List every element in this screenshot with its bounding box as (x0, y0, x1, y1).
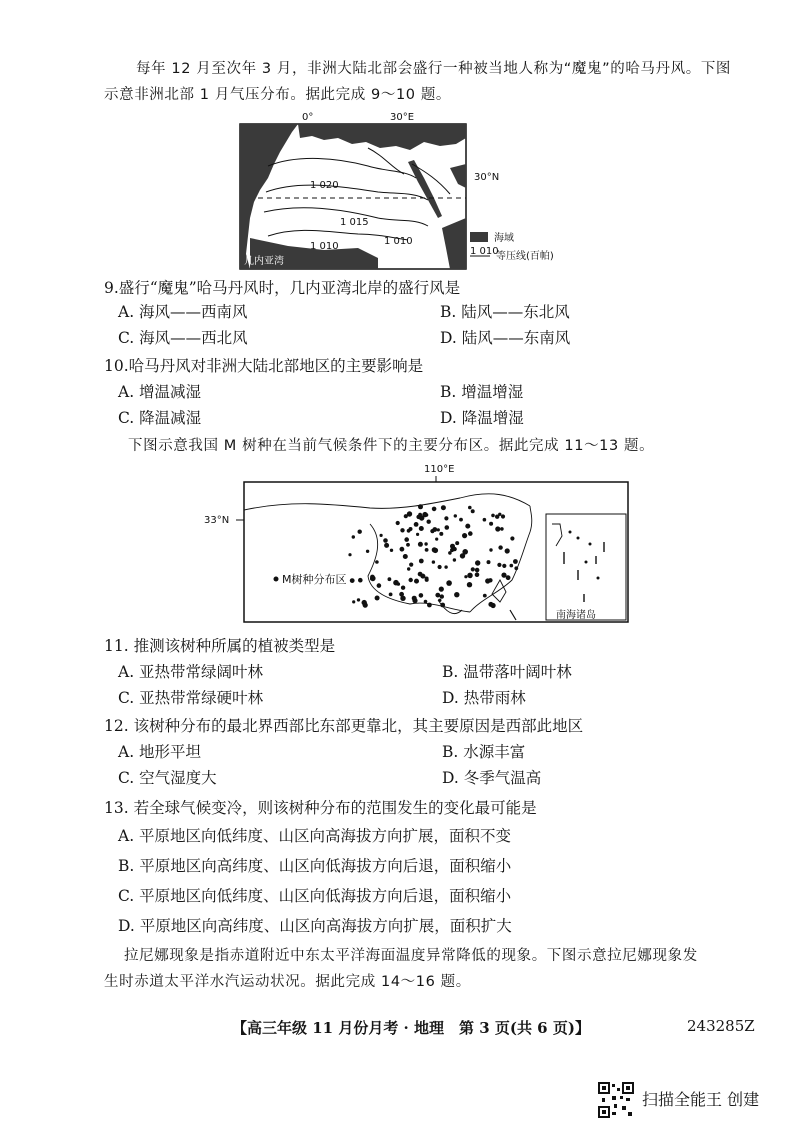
distribution-dot (400, 547, 405, 552)
q10-option-c: C. 降温减湿 (118, 409, 202, 427)
distribution-dot (441, 505, 446, 510)
qr-code-icon (598, 1082, 634, 1118)
distribution-dot (375, 560, 379, 564)
distribution-dot (389, 593, 393, 597)
distribution-dot (455, 541, 459, 545)
distribution-dot (495, 526, 500, 531)
distribution-dot (439, 587, 444, 592)
distribution-dot (403, 554, 408, 559)
distribution-dot (446, 580, 452, 586)
distribution-dot (348, 553, 351, 556)
distribution-dot (487, 560, 491, 564)
distribution-dot (401, 586, 405, 590)
distribution-dot (400, 528, 404, 532)
distribution-dot (461, 553, 464, 556)
q11-option-d: D. 热带雨林 (442, 689, 526, 707)
distribution-dot (393, 580, 399, 586)
distribution-dot (418, 513, 422, 517)
q12-option-a: A. 地形平坦 (118, 743, 202, 761)
legend-iso-val: 1 010 (470, 246, 499, 257)
distribution-dot (427, 520, 431, 524)
legend-dot (274, 577, 279, 582)
distribution-dot (491, 514, 495, 518)
distribution-dot (488, 602, 493, 607)
distribution-dot (454, 592, 459, 597)
distribution-dot (352, 600, 355, 603)
q12-option-c: C. 空气湿度大 (118, 769, 217, 787)
north-africa-pressure-map (228, 108, 588, 272)
q12-option-b: B. 水源丰富 (442, 743, 526, 761)
intro3-line1: 拉尼娜现象是指赤道附近中东太平洋海面温度异常降低的现象。下图示意拉尼娜现象发 (124, 948, 698, 964)
distribution-dot (462, 533, 467, 538)
distribution-dot (388, 577, 392, 581)
distribution-dot (425, 577, 429, 581)
distribution-dot (407, 567, 410, 570)
q10-stem: 10.哈马丹风对非洲大陆北部地区的主要影响是 (104, 357, 424, 375)
distribution-dot (495, 515, 499, 519)
intro2: 下图示意我国 M 树种在当前气候条件下的主要分布区。据此完成 11～13 题。 (128, 438, 655, 454)
distribution-dot (505, 548, 510, 553)
q9-option-a: A. 海风——西南风 (118, 303, 248, 321)
distribution-dot (433, 548, 438, 553)
distribution-dot (438, 599, 441, 602)
distribution-dot (459, 518, 463, 522)
distribution-dot (435, 593, 440, 598)
distribution-dot (501, 573, 506, 578)
distribution-dot (409, 563, 413, 567)
distribution-dot (418, 504, 423, 509)
distribution-dot (362, 600, 367, 605)
distribution-dot (407, 529, 411, 533)
distribution-dot (404, 537, 409, 542)
lon-0-label: 0° (302, 112, 314, 123)
distribution-dot (366, 550, 369, 553)
q13-stem: 13. 若全球气候变冷，则该树种分布的范围发生的变化最可能是 (104, 799, 537, 817)
distribution-dot (427, 603, 432, 608)
distribution-dot (425, 548, 429, 552)
distribution-dot (464, 575, 467, 578)
legend-label: M树种分布区 (282, 573, 347, 586)
distribution-dot (357, 598, 360, 601)
distribution-dot (468, 531, 473, 536)
distribution-dot (418, 542, 423, 547)
distribution-dot (383, 538, 388, 543)
distribution-dot (440, 603, 445, 608)
distribution-dot (467, 582, 472, 587)
distribution-dot (432, 507, 437, 512)
distribution-dot (419, 526, 424, 531)
q12-option-d: D. 冬季气温高 (442, 769, 542, 787)
lat-33n-label: 33°N (204, 515, 230, 526)
distribution-dot (452, 547, 456, 551)
distribution-dot (513, 559, 518, 564)
distribution-dot (430, 529, 434, 533)
distribution-dot (498, 545, 502, 549)
distribution-dot (358, 530, 362, 534)
q11-stem: 11. 推测该树种所属的植被类型是 (104, 637, 336, 655)
distribution-dot (485, 578, 490, 583)
distribution-dot (380, 534, 383, 537)
distribution-dot (501, 514, 505, 518)
distribution-dot (489, 522, 493, 526)
q10-option-b: B. 增温增湿 (440, 383, 524, 401)
distribution-dot (408, 512, 412, 516)
distribution-dot (475, 560, 480, 565)
distribution-dot (453, 558, 456, 561)
distribution-dot (435, 538, 438, 541)
q11-option-b: B. 温带落叶阔叶林 (442, 663, 572, 681)
china-tree-distribution-map (200, 460, 640, 626)
distribution-dot (454, 514, 457, 517)
q9-stem: 9.盛行“魔鬼”哈马丹风时，几内亚湾北岸的盛行风是 (104, 279, 461, 297)
distribution-dot (404, 514, 408, 518)
lon-110e-label: 110°E (424, 464, 455, 475)
distribution-dot (500, 527, 504, 531)
lon-30e-label: 30°E (390, 112, 415, 123)
q10-option-a: A. 增温减湿 (118, 383, 202, 401)
distribution-dot (414, 579, 419, 584)
q13-option-a: A. 平原地区向低纬度、山区向高海拔方向扩展，面积不变 (118, 827, 512, 845)
distribution-dot (438, 565, 442, 569)
distribution-dot (489, 548, 492, 551)
distribution-dot (409, 578, 413, 582)
distribution-dot (445, 525, 450, 530)
distribution-dot (422, 512, 427, 517)
distribution-dot (377, 583, 382, 588)
distribution-dot (437, 528, 440, 531)
intro1-line2: 示意非洲北部 1 月气压分布。据此完成 9～10 题。 (104, 87, 452, 103)
q13-option-b: B. 平原地区向高纬度、山区向低海拔方向后退，面积缩小 (118, 857, 512, 875)
q9-option-c: C. 海风——西北风 (118, 329, 248, 347)
distribution-dot (424, 542, 427, 545)
intro3-line2: 生时赤道太平洋水汽运动状况。据此完成 14～16 题。 (104, 974, 471, 990)
distribution-dot (510, 564, 514, 568)
distribution-dot (424, 600, 428, 604)
iso-1010a-label: 1 010 (310, 241, 339, 252)
distribution-dot (396, 521, 400, 525)
intro1-line1: 每年 12 月至次年 3 月，非洲大陆北部会盛行一种被当地人称为“魔鬼”的哈马丹风。下图 (136, 61, 732, 77)
distribution-dot (471, 567, 475, 571)
distribution-dot (419, 559, 424, 564)
distribution-dot (375, 596, 380, 601)
distribution-dot (444, 565, 447, 568)
q13-option-d: D. 平原地区向高纬度、山区向高海拔方向扩展，面积扩大 (118, 917, 512, 935)
distribution-dot (358, 578, 363, 583)
distribution-dot (439, 532, 443, 536)
distribution-dot (483, 594, 487, 598)
distribution-dot (350, 578, 355, 583)
distribution-dot (497, 563, 501, 567)
paper-code: 243285Z (687, 1017, 755, 1035)
distribution-dot (468, 506, 472, 510)
distribution-dot (432, 560, 435, 563)
distribution-dot (483, 518, 487, 522)
distribution-dot (352, 535, 355, 538)
distribution-dot (400, 596, 405, 601)
distribution-dot (475, 572, 480, 577)
distribution-dot (510, 536, 514, 540)
scanner-watermark: 扫描全能王 创建 (642, 1090, 760, 1109)
iso-1010b-label: 1 010 (384, 236, 413, 247)
distribution-dot (416, 533, 419, 536)
distribution-dot (412, 596, 417, 601)
legend-iso-text: 等压线(百帕) (496, 251, 554, 262)
distribution-dot (502, 564, 506, 568)
inset-label: 南海诸岛 (556, 610, 596, 621)
distribution-dot (420, 574, 425, 579)
distribution-dot (419, 593, 424, 598)
page-footer: 【高三年级 11 月份月考 · 地理 第 3 页(共 6 页)】 (232, 1019, 590, 1037)
q11-option-c: C. 亚热带常绿硬叶林 (118, 689, 264, 707)
q13-option-c: C. 平原地区向低纬度、山区向低海拔方向后退，面积缩小 (118, 887, 512, 905)
q10-option-d: D. 降温增湿 (440, 409, 524, 427)
legend-sea-swatch (470, 232, 488, 242)
distribution-dot (370, 575, 375, 580)
q11-option-a: A. 亚热带常绿阔叶林 (118, 663, 264, 681)
gulf-label: 几内亚湾 (244, 256, 284, 267)
distribution-dot (406, 543, 410, 547)
iso-1015-label: 1 015 (340, 217, 369, 228)
distribution-dot (390, 549, 393, 552)
iso-1020-label: 1 020 (310, 180, 339, 191)
distribution-dot (514, 566, 518, 570)
distribution-dot (471, 509, 475, 513)
legend-sea-label: 海域 (494, 233, 514, 244)
q9-option-b: B. 陆风——东北风 (440, 303, 570, 321)
lat-30n-label: 30°N (474, 172, 500, 183)
distribution-dot (467, 573, 472, 578)
distribution-dot (414, 522, 419, 527)
q9-option-d: D. 陆风——东南风 (440, 329, 571, 347)
q12-stem: 12. 该树种分布的最北界西部比东部更靠北，其主要原因是西部此地区 (104, 717, 584, 735)
distribution-dot (440, 594, 444, 598)
distribution-dot (465, 524, 470, 529)
distribution-dot (444, 516, 448, 520)
distribution-dot (475, 568, 480, 573)
distribution-dot (384, 543, 389, 548)
